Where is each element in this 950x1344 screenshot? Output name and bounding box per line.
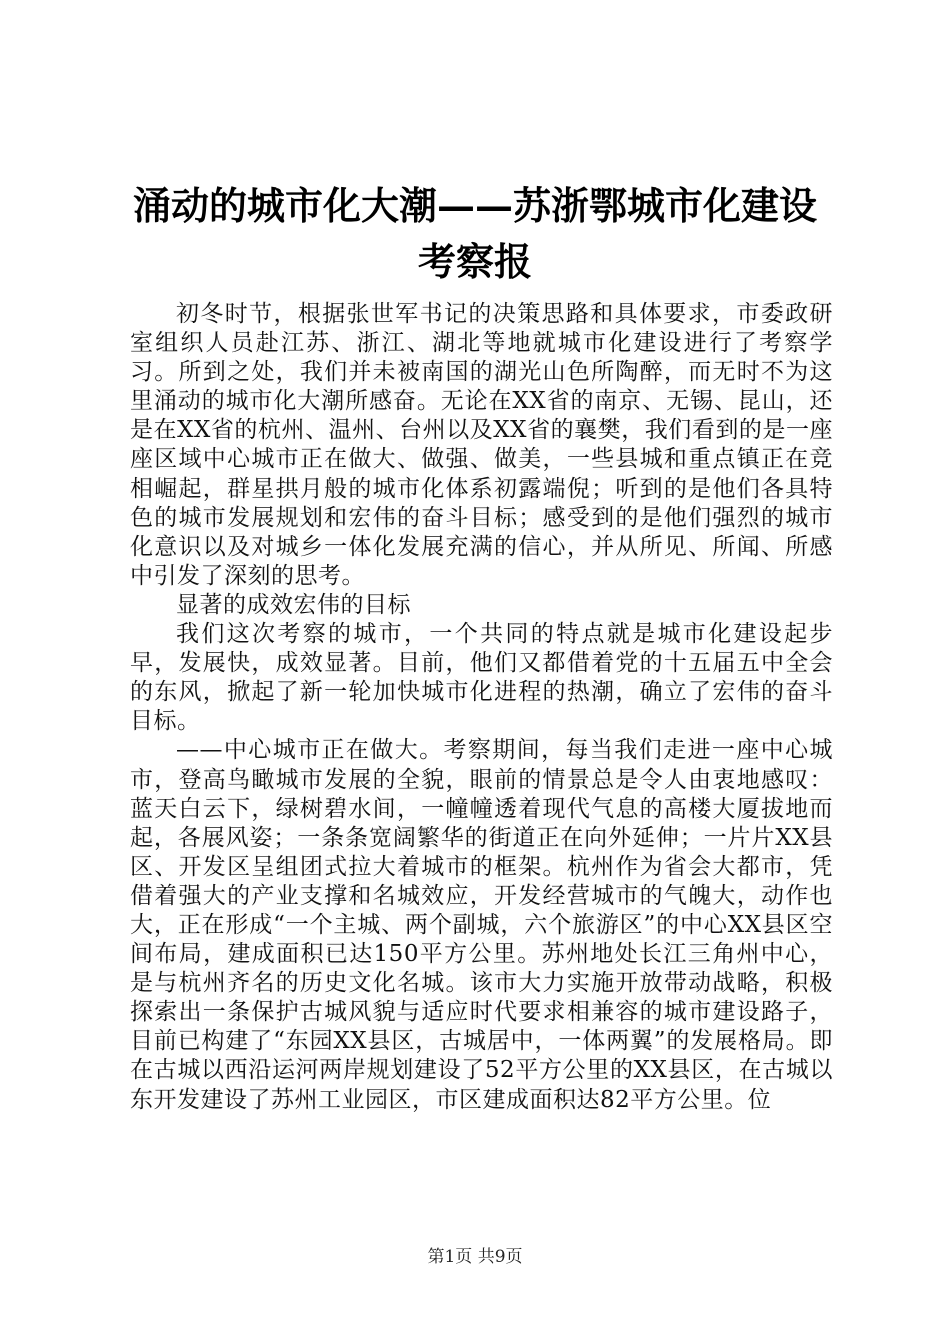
document-title: 涌动的城市化大潮——苏浙鄂城市化建设考察报 — [132, 183, 817, 284]
paragraph-overview: 我们这次考察的城市，一个共同的特点就是城市化建设起步早，发展快，成效显著。目前，他们又都借着党的十五届五中全会的东风，掀起了新一轮加快城市化进程的热潮，确立了宏伟的奋斗目标。 — [130, 621, 833, 735]
document-body — [130, 300, 833, 1115]
paragraph-central-city: ——中心城市正在做大。考察期间，每当我们走进一座中心城市，登高鸟瞰城市发展的全貌，眼前的情景总是令人由衷地感叹：蓝天白云下，绿树碧水间，一幢幢透着现代气息的高楼大厦拔地而起，各展风姿；一条条宽阔繁华的街道正在向外延伸；一片片XX县区、开发区呈组团式拉大着城市的框架。杭州作为省会大都市，凭借着强大的产业支撑和名城效应，开发经营城市的气魄大，动作也大，正在形成“一个主城、两个副城，六个旅游区”的中心XX县区空间布局，建成面积已达150平方公里。苏州地处长江三角州中心，是与杭州齐名的历史文化名城。该市大力实施开放带动战略，积极探索出一条保护古城风貌与适应时代要求相兼容的城市建设路子，目前已构建了“东园XX县区，古城居中，一体两翼”的发展格局。即在古城以西沿运河两岸规划建设了52平方公里的XX县区，在古城以东开发建设了苏州工业园区，市区建成面积达82平方公里。位 — [130, 737, 833, 1113]
paragraph-intro: 初冬时节，根据张世军书记的决策思路和具体要求，市委政研室组织人员赴江苏、浙江、湖北等地就城市化建设进行了考察学习。所到之处，我们并未被南国的湖光山色所陶醉，而无时不为这里涌动的城市化大潮所感奋。无论在XX省的南京、无锡、昆山，还是在XX省的杭州、温州、台州以及XX省的襄樊，我们看到的是一座座区域中心城市正在做大、做强、做美，一些县城和重点镇正在竞相崛起，群星拱月般的城市化体系初露端倪；听到的是他们各具特色的城市发展规划和宏伟的奋斗目标；感受到的是他们强烈的城市化意识以及对城乡一体化发展充满的信心，并从所见、所闻、所感中引发了深刻的思考。 — [130, 301, 833, 589]
section-heading: 显著的成效宏伟的目标 — [176, 591, 411, 618]
page-footer: 第1页 共9页 — [427, 1247, 523, 1267]
